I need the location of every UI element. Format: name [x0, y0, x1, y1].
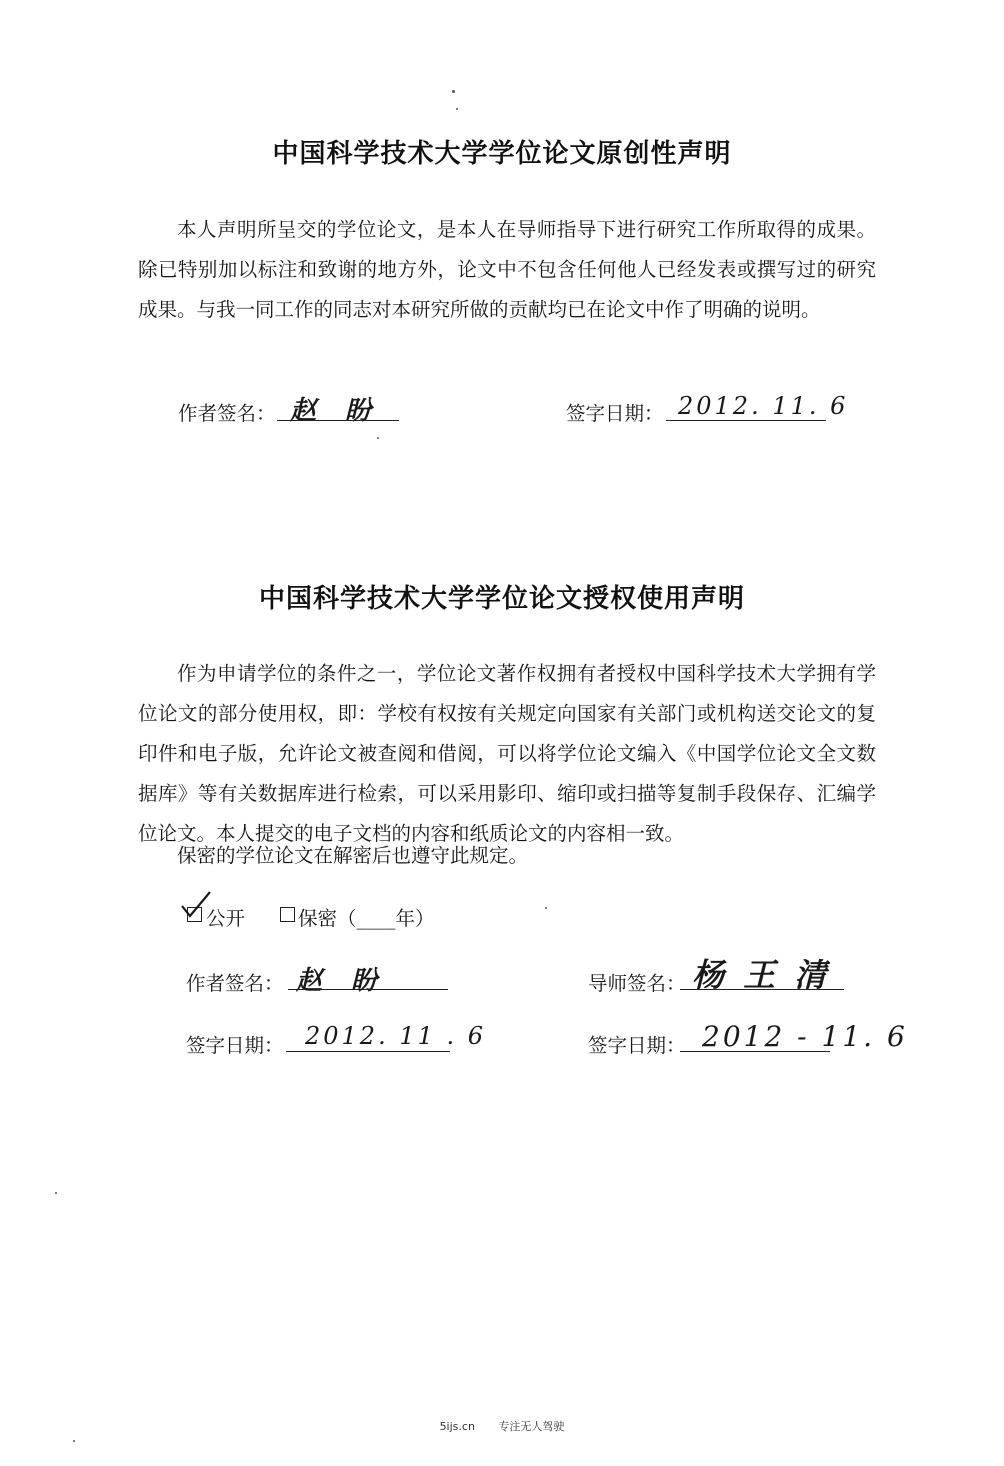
- advisor-date-underline: [680, 1051, 830, 1052]
- scan-speck: [452, 90, 455, 93]
- author-sign-underline: [277, 420, 399, 421]
- originality-declaration-title: 中国科学技术大学学位论文原创性声明: [272, 139, 732, 169]
- footer-watermark: [0, 1418, 1004, 1434]
- scan-speck: [545, 907, 547, 909]
- author-date-label: 签字日期：: [186, 1034, 284, 1057]
- secret-checkbox[interactable]: [280, 907, 295, 922]
- advisor-date-label: 签字日期：: [588, 1034, 686, 1057]
- confidential-note: 保密的学位论文在解密后也遵守此规定。: [177, 844, 529, 867]
- authorization-declaration-title: 中国科学技术大学学位论文授权使用声明: [258, 584, 745, 614]
- authorization-declaration-body: 作为申请学位的条件之一，学位论文著作权拥有者授权中国科学技术大学拥有学位论文的部分使用权，即：学校有权按有关规定向国家有关部门或机构送交论文的复印件和电子版，允许论文被查阅和借阅，可以将学位论文编入《中国学位论文全文数据库》等有关数据库进行检索，可以采用影印、缩印或扫描等复制手段保存、汇编学位论文。本人提交的电子文档的内容和纸质论文的内容相一致。: [138, 662, 876, 845]
- author-sign-underline-2: [288, 989, 448, 990]
- author-date-value: 2012. 11 . 6: [305, 1022, 487, 1050]
- author-signature: 赵 盼: [290, 396, 382, 426]
- advisor-signature: 杨 王 清: [692, 956, 831, 994]
- footer-site: 5ijs.cn: [439, 1420, 475, 1433]
- secret-option-label: 保密（____年）: [298, 907, 435, 930]
- sign-date-underline: [666, 420, 826, 421]
- advisor-sign-label: 导师签名：: [588, 972, 686, 995]
- sign-date-value: 2012. 11. 6: [678, 392, 849, 420]
- scan-speck: [456, 108, 458, 110]
- scan-speck: [73, 1440, 75, 1442]
- author-date-underline: [286, 1051, 450, 1052]
- scan-speck: [55, 1192, 57, 1194]
- author-sign-label: 作者签名：: [178, 402, 276, 425]
- sign-date-label: 签字日期：: [566, 402, 664, 425]
- author-signature-2: 赵 盼: [296, 966, 388, 996]
- advisor-date-value: 2012 - 11. 6: [702, 1020, 908, 1053]
- advisor-sign-underline: [680, 989, 844, 990]
- originality-declaration-body: 本人声明所呈交的学位论文，是本人在导师指导下进行研究工作所取得的成果。除已特别加以标注和致谢的地方外，论文中不包含任何他人已经发表或撰写过的研究成果。与我一同工作的同志对本研究所做的贡献均已在论文中作了明确的说明。: [138, 218, 876, 321]
- author-sign-label-2: 作者签名：: [186, 972, 284, 995]
- scan-speck: [377, 437, 379, 439]
- public-option-label: 公开: [206, 907, 246, 930]
- footer-slogan: 专注无人驾驶: [498, 1420, 565, 1433]
